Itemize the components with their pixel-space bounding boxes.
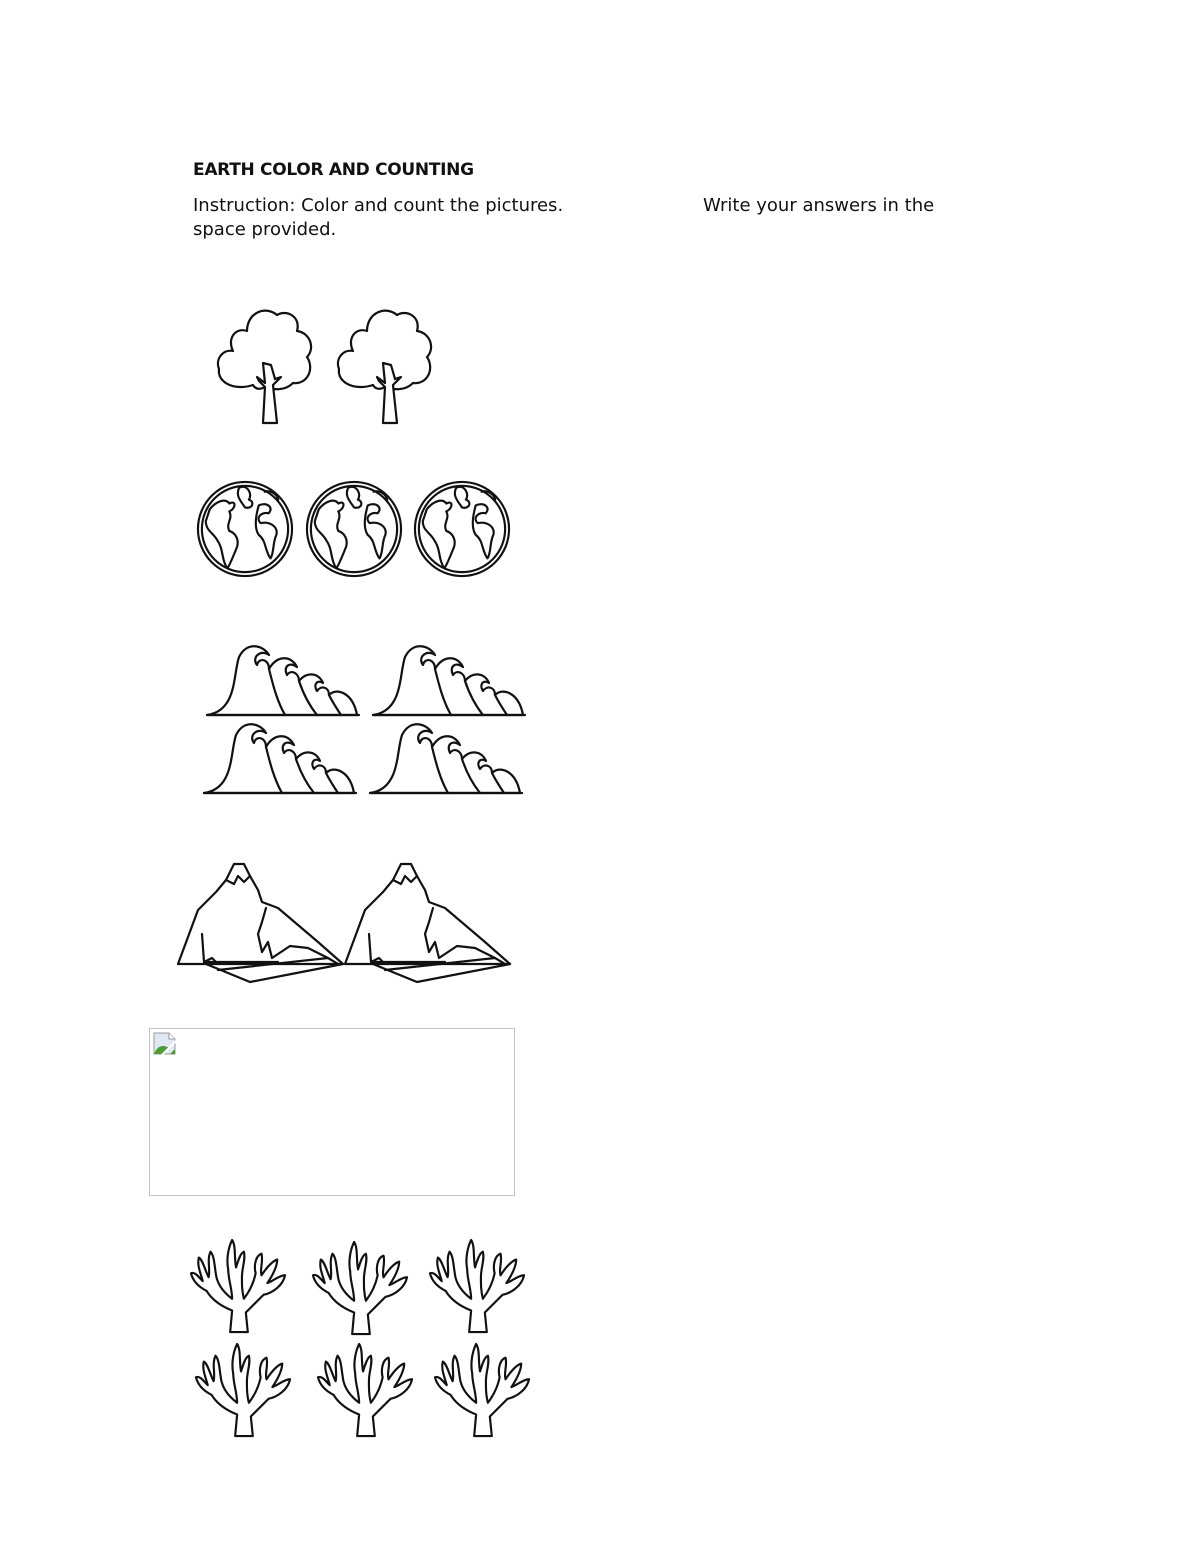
mountain-icon (345, 864, 510, 982)
coral-icon (313, 1242, 407, 1334)
wave-icon (370, 724, 522, 793)
coral-icon (196, 1344, 290, 1436)
wave-icon (207, 646, 359, 715)
tree-icon (338, 311, 431, 423)
broken-image-placeholder (149, 1028, 515, 1196)
coral-icon (435, 1344, 529, 1436)
worksheet-title: EARTH COLOR AND COUNTING (193, 160, 474, 180)
broken-image-icon (153, 1032, 177, 1056)
instruction-line-1: Instruction: Color and count the pictures. (193, 195, 564, 216)
mountain-icon (178, 864, 343, 982)
globe-icon (198, 482, 292, 576)
globe-icon (307, 482, 401, 576)
coral-icon (430, 1240, 524, 1332)
instruction-line-2: space provided. (193, 219, 337, 240)
tree-icon (218, 311, 311, 423)
coral-icon (318, 1344, 412, 1436)
globe-icon (415, 482, 509, 576)
wave-icon (204, 724, 356, 793)
coral-icon (191, 1240, 285, 1332)
wave-icon (373, 646, 525, 715)
instruction-line-1b: Write your answers in the (703, 195, 935, 216)
